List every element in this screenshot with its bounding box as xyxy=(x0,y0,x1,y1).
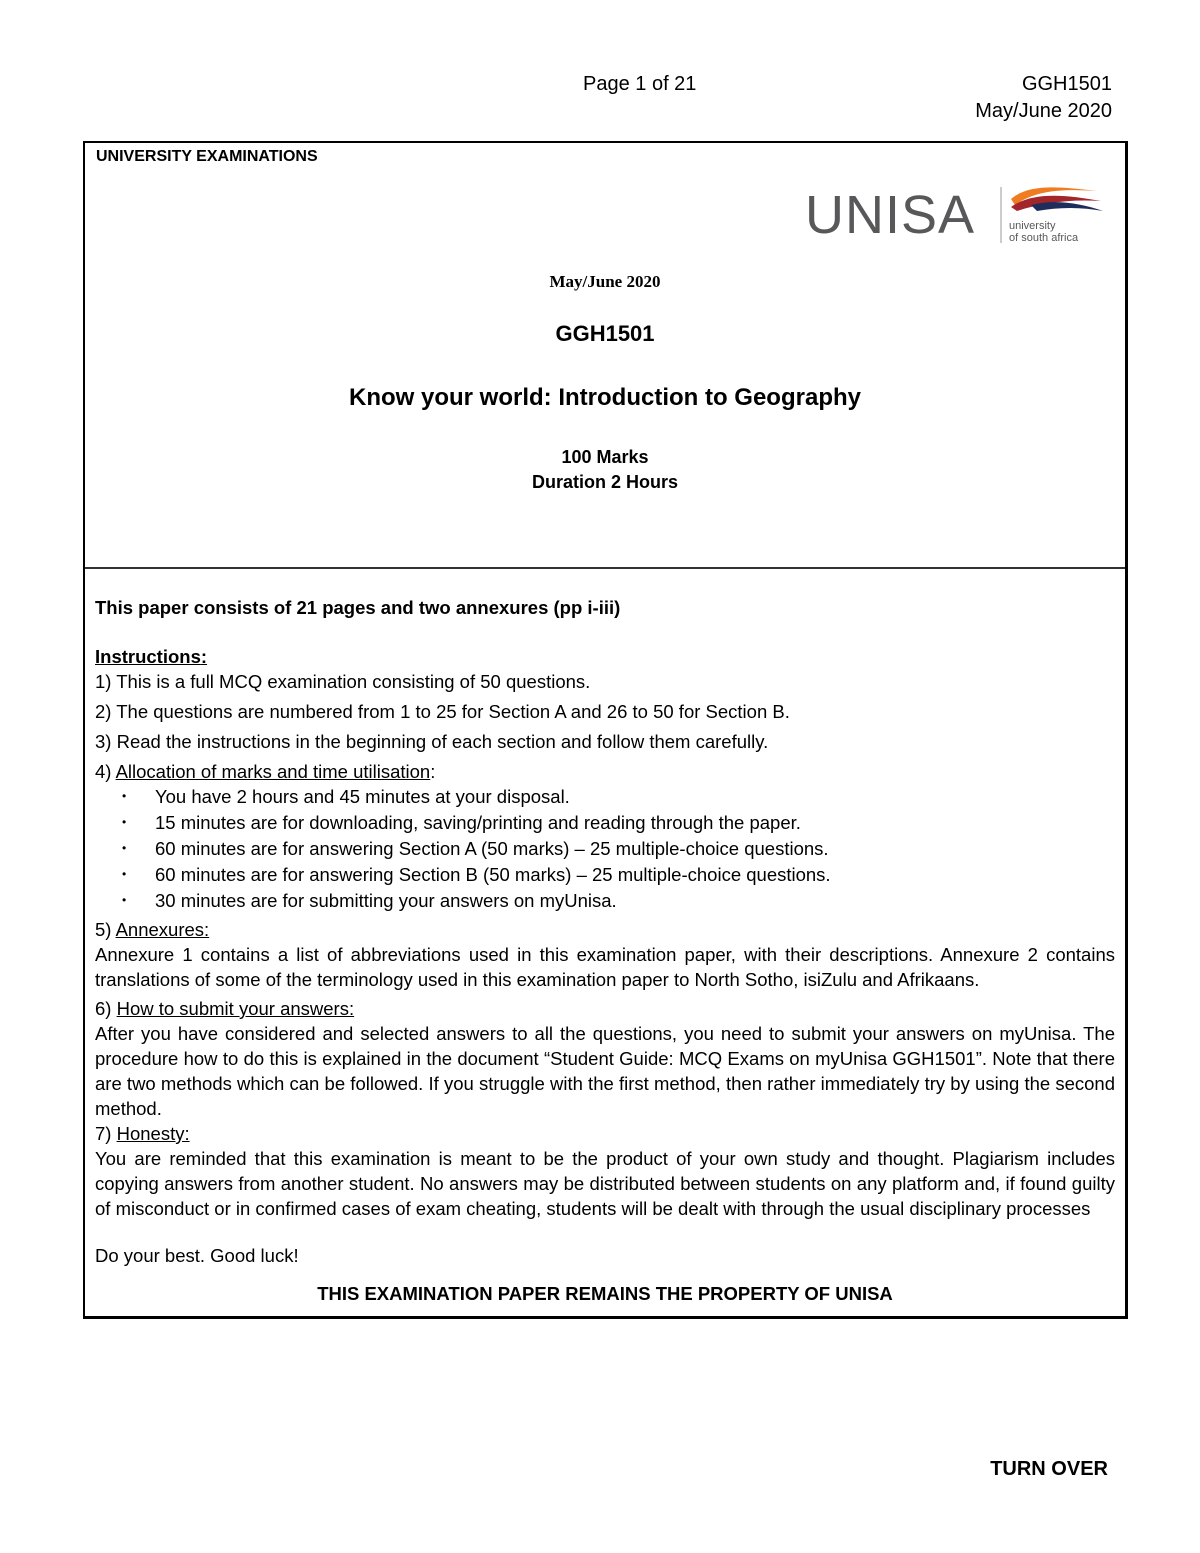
header-course-code: GGH1501 xyxy=(1021,73,1112,95)
bullet-icon: • xyxy=(122,867,127,881)
page-indicator: Page 1 of 21 xyxy=(583,73,697,95)
turn-over-label: TURN OVER xyxy=(990,1458,1108,1480)
svg-text:UNISA: UNISA xyxy=(805,185,976,245)
bullet-icon: • xyxy=(122,841,127,855)
allocation-item-text: You have 2 hours and 45 minutes at your disposal. xyxy=(155,786,570,807)
bullet-icon: • xyxy=(122,815,127,829)
annexures-text: Annexure 1 contains a list of abbreviations used in this examination paper, with their descriptions. Annexure 2 contains translations of some of the terminology used in this examination paper to North Sotho, isiZulu and Afrikaans. xyxy=(95,944,1115,990)
submit-text: After you have considered and selected answers to all the questions, you need to submit your answers on myUnisa. The procedure how to do this is explained in the document “Student Guide: MCQ Exams on myUnisa GGH1501”. Note that there are two methods which can be followed. If you struggle with the first method, then rather immediately try by using the second method. xyxy=(95,1023,1115,1119)
allocation-item-text: 15 minutes are for downloading, saving/printing and reading through the paper. xyxy=(155,812,801,833)
instructions-cell xyxy=(85,569,1125,1316)
paper-consists-note: This paper consists of 21 pages and two annexures (pp i-iii) xyxy=(95,597,621,618)
honesty-heading-text: Honesty: xyxy=(116,1123,190,1144)
university-examinations-label: UNIVERSITY EXAMINATIONS xyxy=(96,148,318,165)
allocation-heading-text: Allocation of marks and time utilisation xyxy=(115,761,431,782)
honesty-text: You are reminded that this examination is meant to be the product of your own study and thought. Plagiarism includes copying answers from another student. No answers may be distributed between students on any platform and, if found guilty of misconduct or in confirmed cases of exam cheating, students will be dealt with through the usual disciplinary processes xyxy=(95,1148,1115,1219)
exam-period: May/June 2020 xyxy=(549,272,661,291)
allocation-suffix: : xyxy=(430,761,436,782)
honesty-heading xyxy=(95,1121,1115,1146)
submit-heading-text: How to submit your answers: xyxy=(116,998,355,1019)
total-marks: 100 Marks xyxy=(561,447,649,467)
closing-note: Do your best. Good luck! xyxy=(95,1245,299,1266)
svg-text:of south africa: of south africa xyxy=(1009,232,1079,244)
bullet-icon: • xyxy=(122,789,127,803)
allocation-item xyxy=(95,836,1115,861)
annexures-number: 5) xyxy=(95,919,116,940)
allocation-item-text: 30 minutes are for submitting your answers on myUnisa. xyxy=(155,890,617,911)
annexures-heading-text: Annexures: xyxy=(115,919,210,940)
allocation-item-text: 60 minutes are for answering Section A (50 marks) – 25 multiple-choice questions. xyxy=(155,838,829,859)
course-code: GGH1501 xyxy=(555,321,655,346)
exam-duration: Duration 2 Hours xyxy=(531,472,678,492)
allocation-item xyxy=(95,862,1115,887)
cover-table xyxy=(83,141,1128,1319)
instructions-heading-text: Instructions xyxy=(95,646,201,667)
header-exam-period: May/June 2020 xyxy=(975,100,1112,122)
allocation-item xyxy=(95,888,1115,913)
instructions-heading xyxy=(95,644,1115,669)
unisa-logo-icon xyxy=(805,181,1105,247)
allocation-number: 4) xyxy=(95,761,116,782)
property-notice: THIS EXAMINATION PAPER REMAINS THE PROPERTY OF UNISA xyxy=(317,1283,893,1304)
instruction-item: 3) Read the instructions in the beginning of each section and follow them carefully. xyxy=(95,731,769,752)
instructions-heading-colon: : xyxy=(200,646,208,667)
allocation-item-text: 60 minutes are for answering Section B (50 marks) – 25 multiple-choice questions. xyxy=(155,864,831,885)
allocation-heading xyxy=(95,759,1115,784)
allocation-item xyxy=(95,810,1115,835)
honesty-number: 7) xyxy=(95,1123,117,1144)
allocation-list xyxy=(95,784,1115,913)
instruction-item: 2) The questions are numbered from 1 to 25 for Section A and 26 to 50 for Section B. xyxy=(95,701,790,722)
allocation-item xyxy=(95,784,1115,809)
cover-title-cell xyxy=(85,143,1125,569)
svg-text:university: university xyxy=(1009,220,1056,232)
instruction-item: 1) This is a full MCQ examination consisting of 50 questions. xyxy=(95,671,591,692)
submit-heading xyxy=(95,996,1115,1021)
annexures-heading xyxy=(95,917,1115,942)
course-title: Know your world: Introduction to Geography xyxy=(349,384,861,411)
bullet-icon: • xyxy=(122,893,127,907)
submit-number: 6) xyxy=(95,998,117,1019)
